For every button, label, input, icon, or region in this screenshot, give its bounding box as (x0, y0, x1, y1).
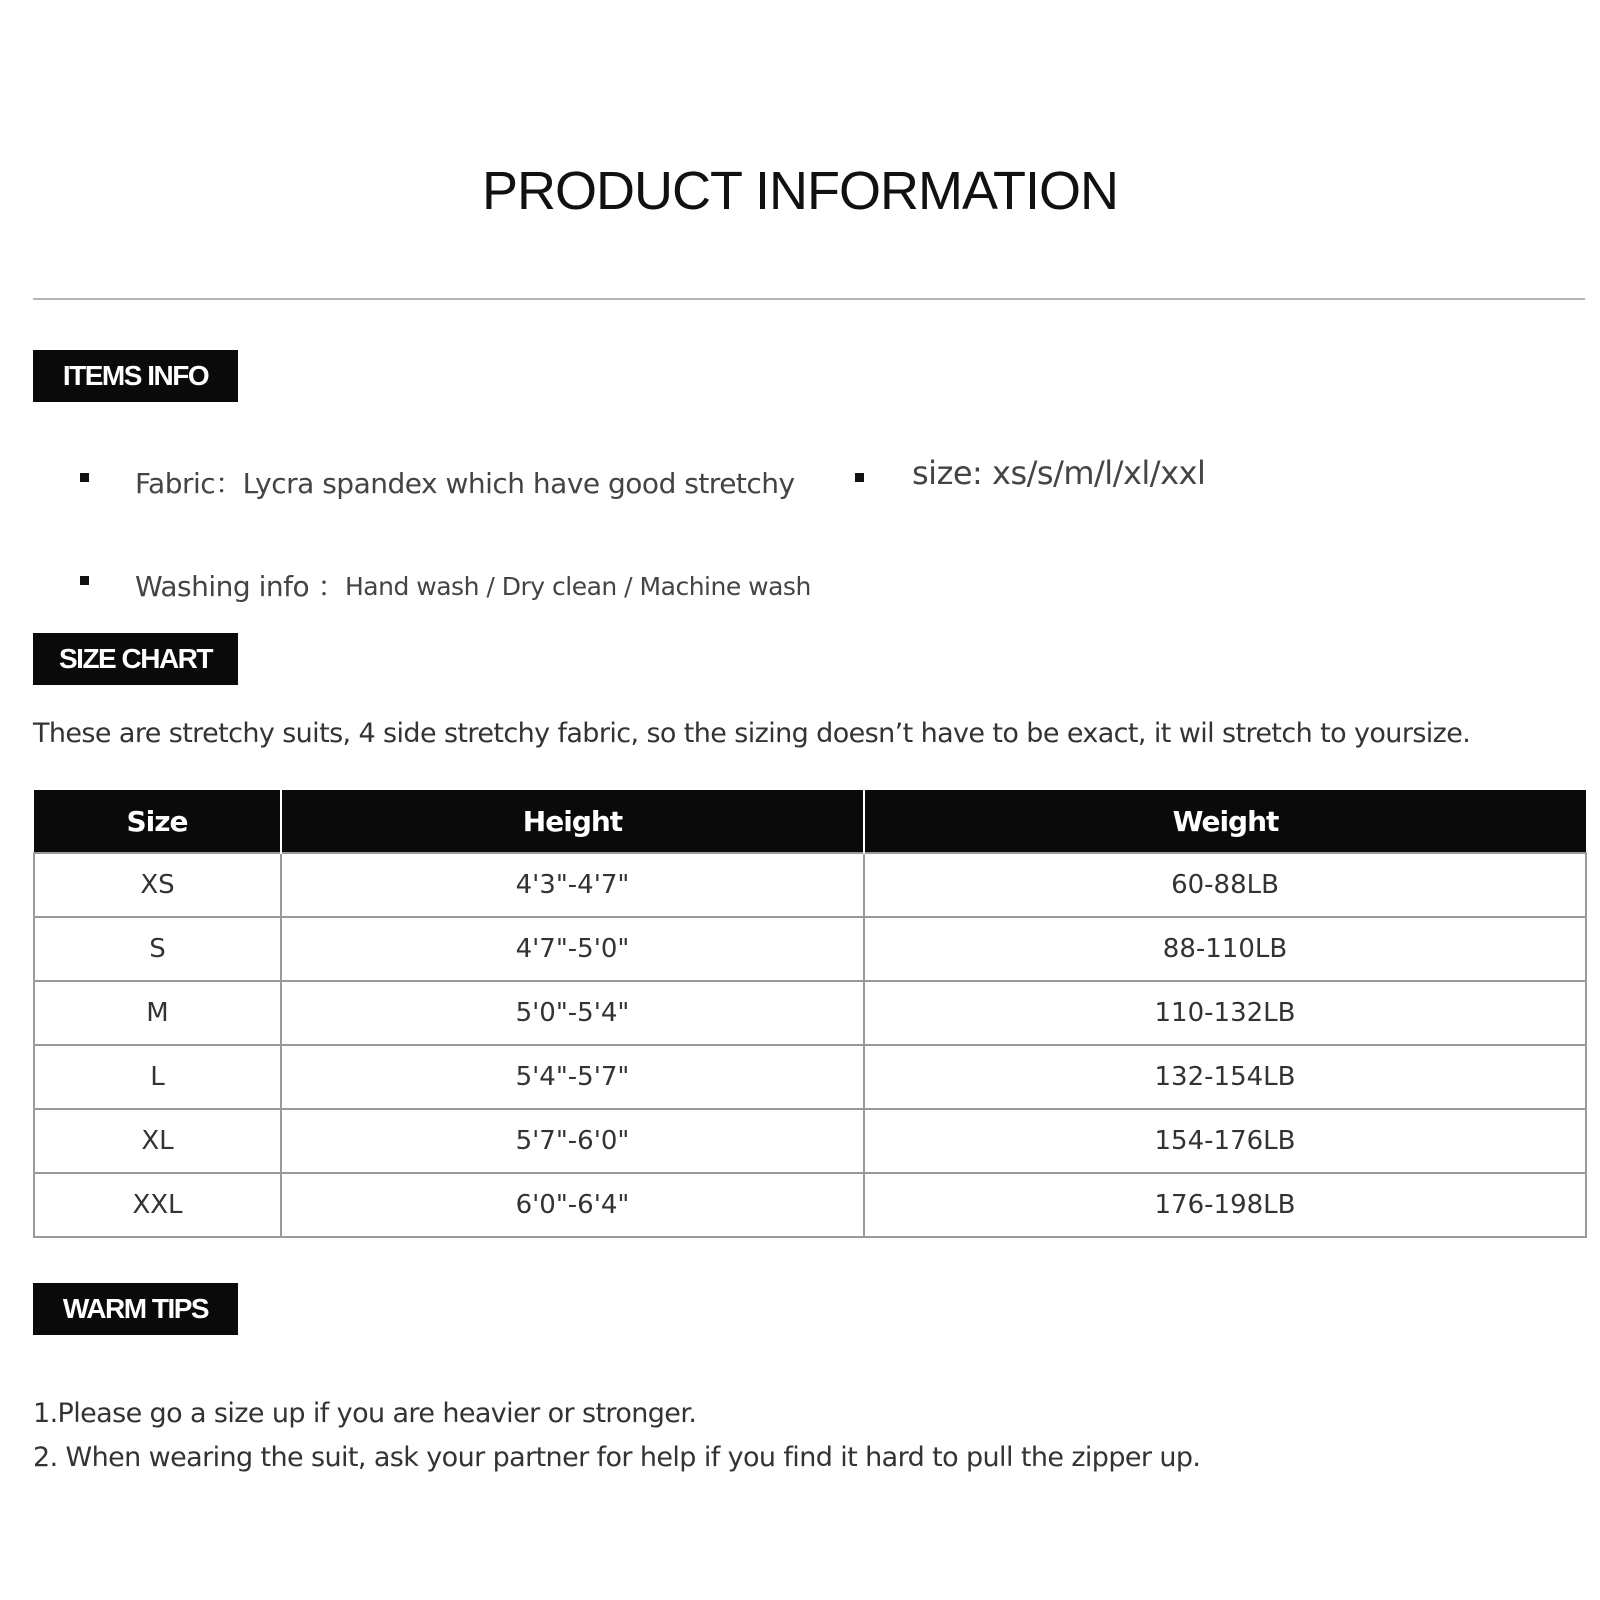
cell-size: M (34, 981, 281, 1045)
title-divider (33, 298, 1585, 300)
cell-height: 6'0"-6'4" (281, 1173, 864, 1237)
cell-size: S (34, 917, 281, 981)
cell-height: 4'3"-4'7" (281, 853, 864, 917)
cell-weight: 176-198LB (864, 1173, 1586, 1237)
table-row (34, 853, 1586, 917)
size-chart-label: SIZE CHART (33, 633, 238, 685)
table-row (34, 1109, 1586, 1173)
table-row (34, 917, 1586, 981)
warm-tip-2: 2. When wearing the suit, ask your partner for help if you find it hard to pull the zipper up. (33, 1442, 1201, 1473)
cell-size: L (34, 1045, 281, 1109)
cell-weight: 132-154LB (864, 1045, 1586, 1109)
cell-size: XL (34, 1109, 281, 1173)
bullet-fabric (80, 473, 89, 482)
header-weight: Weight (864, 790, 1586, 853)
header-height: Height (281, 790, 864, 853)
table-row (34, 1173, 1586, 1237)
warm-tips-label: WARM TIPS (33, 1283, 238, 1335)
items-info-label: ITEMS INFO (33, 350, 238, 402)
cell-weight: 88-110LB (864, 917, 1586, 981)
cell-weight: 154-176LB (864, 1109, 1586, 1173)
bullet-size (855, 473, 864, 482)
bullet-washing (80, 576, 89, 585)
page-title: PRODUCT INFORMATION (482, 161, 1118, 221)
cell-height: 4'7"-5'0" (281, 917, 864, 981)
cell-height: 5'4"-5'7" (281, 1045, 864, 1109)
size-info: size: xs/s/m/l/xl/xxl (912, 454, 1206, 492)
size-table (33, 790, 1587, 1238)
fabric-info: Fabric：Lycra spandex which have good stretchy (135, 467, 795, 500)
header-size: Size (34, 790, 281, 853)
cell-height: 5'0"-5'4" (281, 981, 864, 1045)
table-row (34, 1045, 1586, 1109)
washing-info-label: Washing info ： (135, 570, 346, 603)
table-row (34, 981, 1586, 1045)
cell-weight: 60-88LB (864, 853, 1586, 917)
cell-height: 5'7"-6'0" (281, 1109, 864, 1173)
cell-weight: 110-132LB (864, 981, 1586, 1045)
cell-size: XS (34, 853, 281, 917)
size-chart-note: These are stretchy suits, 4 side stretchy fabric, so the sizing doesn’t have to be exact, it wil stretch to yoursize. (33, 718, 1471, 749)
cell-size: XXL (34, 1173, 281, 1237)
washing-info-value: Hand wash / Dry clean / Machine wash (345, 572, 811, 601)
warm-tip-1: 1.Please go a size up if you are heavier or stronger. (33, 1398, 697, 1429)
table-header-row (34, 790, 1586, 853)
